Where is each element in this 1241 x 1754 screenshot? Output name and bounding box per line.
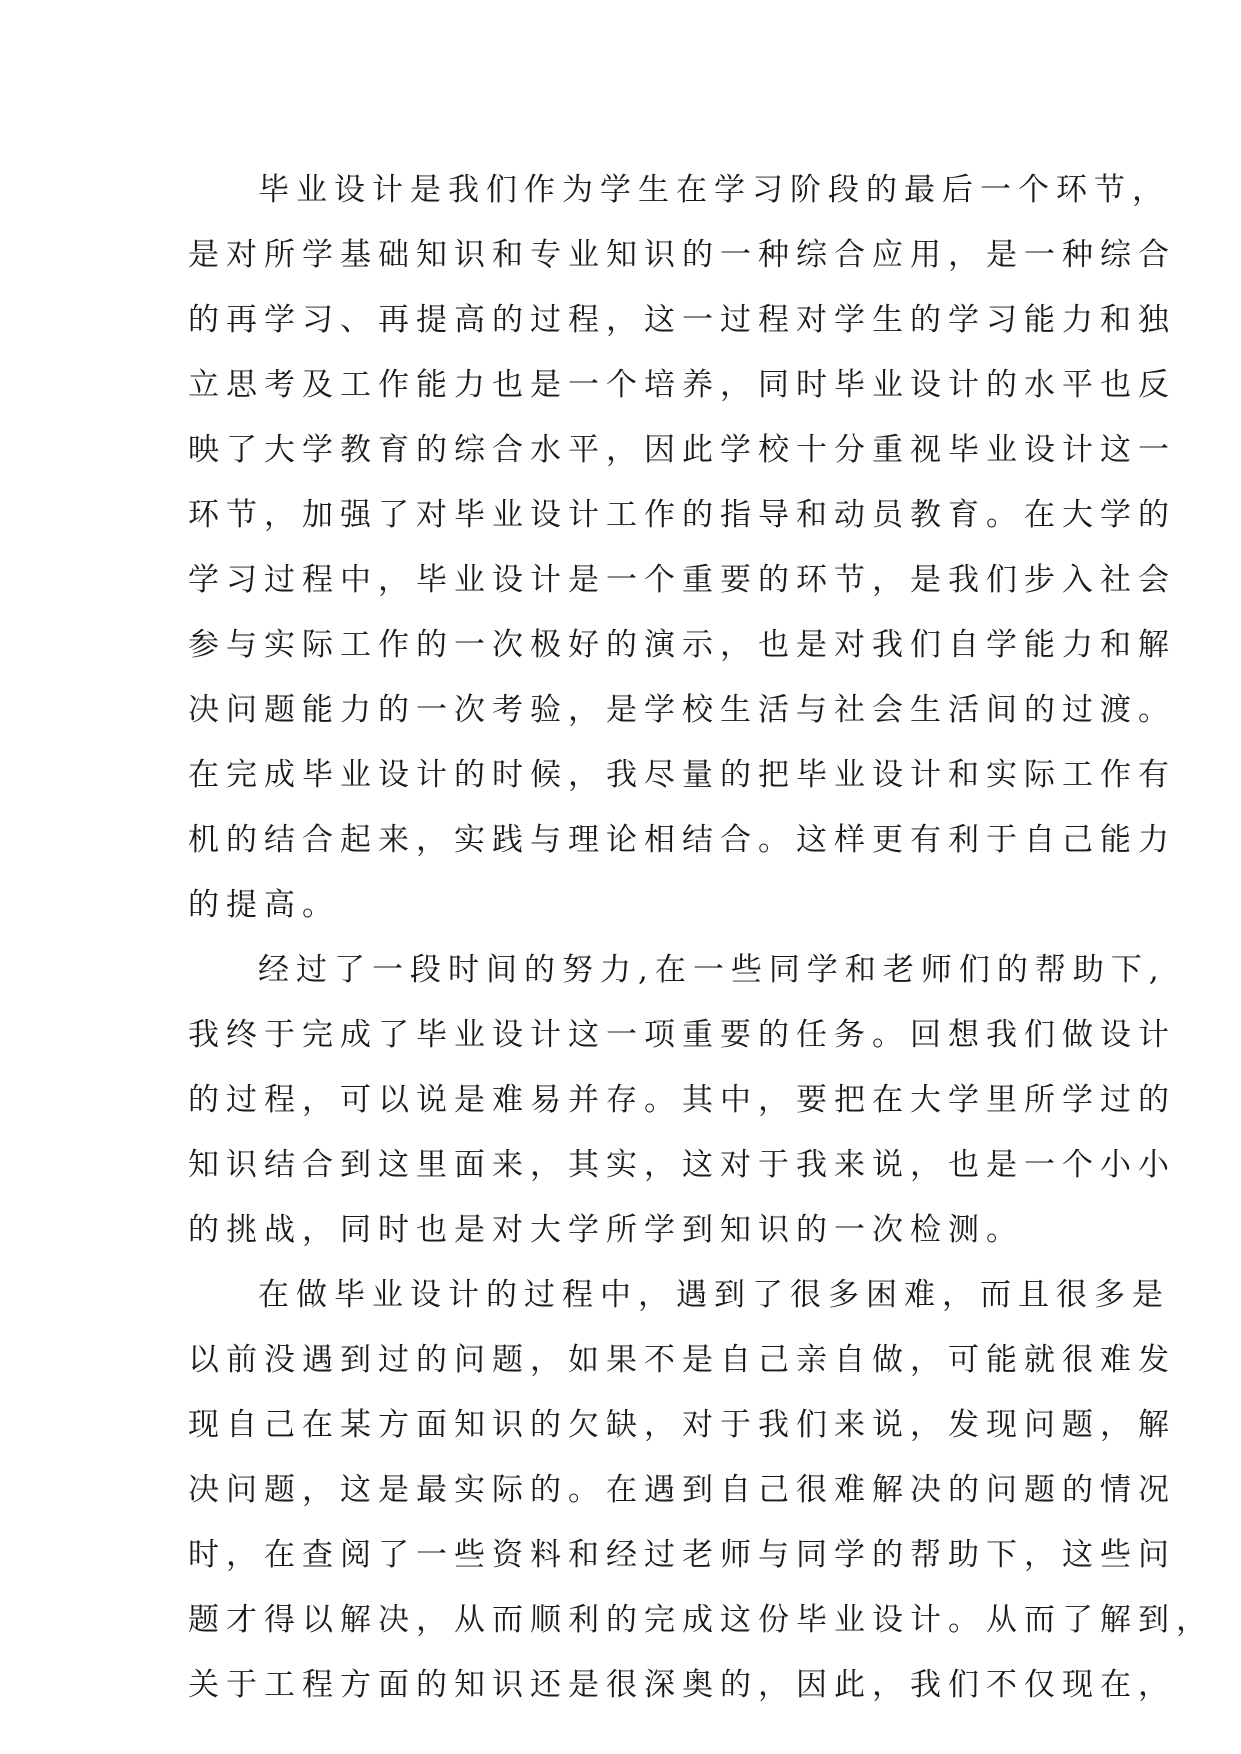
text-line: 的提高。 [188,887,340,923]
text-line: 决问题，这是最实际的。在遇到自己很难解决的问题的情况 [188,1472,1176,1508]
text-line: 是对所学基础知识和专业知识的一种综合应用，是一种综合 [188,237,1176,273]
text-line: 的再学习、再提高的过程，这一过程对学生的学习能力和独 [188,302,1176,338]
text-line: 以前没遇到过的问题，如果不是自己亲自做，可能就很难发 [188,1342,1176,1378]
text-line: 环节，加强了对毕业设计工作的指导和动员教育。在大学的 [188,497,1176,533]
text-line: 关于工程方面的知识还是很深奥的，因此，我们不仅现在， [188,1667,1176,1703]
paragraph-2 [188,938,1176,1263]
text-line: 我终于完成了毕业设计这一项重要的任务。回想我们做设计 [188,1017,1176,1053]
text-line: 参与实际工作的一次极好的演示，也是对我们自学能力和解 [188,627,1176,663]
text-line: 题才得以解决，从而顺利的完成这份毕业设计。从而了解到， [188,1602,1214,1638]
text-line: 在完成毕业设计的时候，我尽量的把毕业设计和实际工作有 [188,757,1176,793]
text-line: 机的结合起来，实践与理论相结合。这样更有利于自己能力 [188,822,1176,858]
body-text [188,158,1214,1718]
text-line: 学习过程中，毕业设计是一个重要的环节，是我们步入社会 [188,562,1176,598]
text-line: 的挑战，同时也是对大学所学到知识的一次检测。 [188,1212,1024,1248]
text-line: 决问题能力的一次考验，是学校生活与社会生活间的过渡。 [188,692,1176,728]
text-line: 时，在查阅了一些资料和经过老师与同学的帮助下，这些问 [188,1537,1176,1573]
paragraph-1 [188,158,1176,938]
text-line: 毕业设计是我们作为学生在学习阶段的最后一个环节， [258,172,1170,208]
paragraph-3 [188,1263,1214,1718]
text-line: 在做毕业设计的过程中，遇到了很多困难，而且很多是 [258,1277,1170,1313]
text-line: 的过程，可以说是难易并存。其中，要把在大学里所学过的 [188,1082,1176,1118]
text-line: 现自己在某方面知识的欠缺，对于我们来说，发现问题，解 [188,1407,1176,1443]
text-line: 映了大学教育的综合水平，因此学校十分重视毕业设计这一 [188,432,1176,468]
text-line: 经过了一段时间的努力,在一些同学和老师们的帮助下, [258,952,1166,988]
text-line: 立思考及工作能力也是一个培养，同时毕业设计的水平也反 [188,367,1176,403]
text-line: 知识结合到这里面来，其实，这对于我来说，也是一个小小 [188,1147,1176,1183]
